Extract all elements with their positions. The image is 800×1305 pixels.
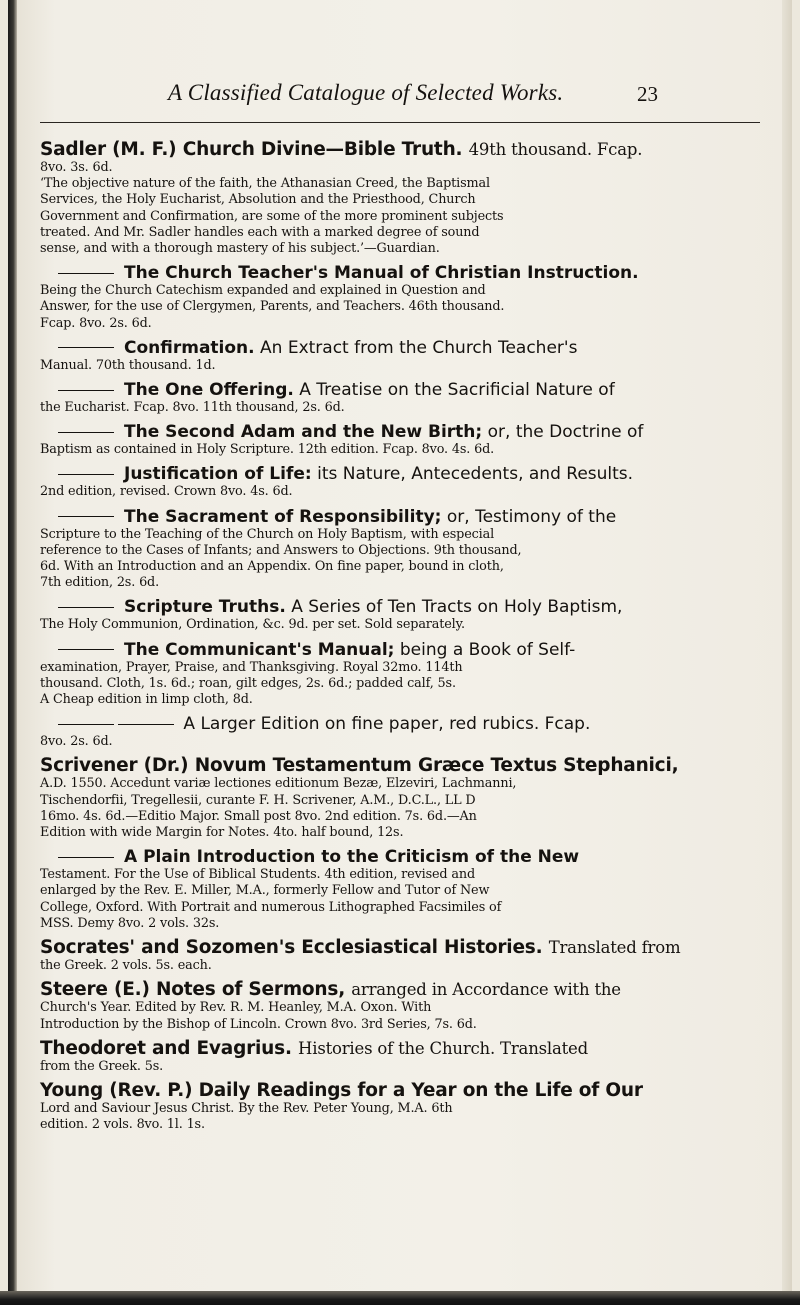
review-quote: Government and Confirmation, are some of the more prominent subjects	[40, 208, 504, 224]
entry-title: The Church Teacher's Manual of Christian Instruction.	[124, 263, 639, 284]
entry-title: The Sacrament of Responsibility;	[124, 506, 442, 527]
entry-detail: Baptism as contained in Holy Scripture. 12th edition. Fcap. 8vo. 4s. 6d.	[40, 442, 495, 458]
entry-detail: Testament. For the Use of Biblical Students. 4th edition, revised and	[40, 867, 476, 883]
ditto-dash	[58, 724, 114, 725]
entry-author: Young (Rev. P.)	[40, 1079, 193, 1101]
ditto-dash	[58, 390, 114, 391]
page-bottom-shadow	[0, 1291, 800, 1305]
review-quote: Services, the Holy Eucharist, Absolution and the Priesthood, Church	[40, 192, 476, 208]
page-number: 23	[637, 82, 658, 106]
entry-detail: reference to the Cases of Infants; and Answers to Objections. 9th thousand,	[40, 542, 522, 558]
entry-detail: examination, Prayer, Praise, and Thanksgiving. Royal 32mo. 114th	[40, 659, 463, 675]
running-head	[0, 80, 800, 110]
entry-title: Notes of Sermons,	[156, 979, 346, 1001]
entry-title: Novum Testamentum Græce Textus Stephanici,	[194, 755, 679, 777]
entry-detail: thousand. Cloth, 1s. 6d.; roan, gilt edges, 2s. 6d.; padded calf, 5s.	[40, 675, 456, 691]
entry-detail: being a Book of Self-	[399, 639, 576, 660]
entry-detail: 6d. With an Introduction and an Appendix. On fine paper, bound in cloth,	[40, 559, 504, 575]
catalogue-entry	[40, 980, 770, 1032]
entry-title: Theodoret and Evagrius.	[40, 1037, 292, 1059]
catalogue-entry	[40, 756, 770, 841]
entry-detail: from the Greek. 5s.	[40, 1058, 164, 1074]
entry-title: Confirmation.	[124, 337, 255, 358]
entry-detail: Edition with wide Margin for Notes. 4to. half bound, 12s.	[40, 825, 404, 841]
entry-title: A Plain Introduction to the Criticism of the New	[124, 847, 580, 868]
entry-detail: Church's Year. Edited by Rev. R. M. Heanley, M.A. Oxon. With	[40, 1000, 432, 1016]
running-head-title: A Classified Catalogue of Selected Works.	[168, 80, 564, 105]
entry-detail: Manual. 70th thousand. 1d.	[40, 357, 216, 373]
entry-author: Scrivener (Dr.)	[40, 755, 189, 777]
entry-detail: the Greek. 2 vols. 5s. each.	[40, 958, 212, 974]
entry-detail: 2nd edition, revised. Crown 8vo. 4s. 6d.	[40, 484, 293, 500]
catalogue-entry	[40, 140, 770, 257]
catalogue-entry	[40, 1081, 770, 1133]
ditto-dash	[58, 516, 114, 517]
entry-title: Socrates' and Sozomen's Ecclesiastical Histories.	[40, 937, 543, 959]
entry-detail: or, the Doctrine of	[487, 422, 644, 443]
entry-detail: The Holy Communion, Ordination, &c. 9d. per set. Sold separately.	[40, 617, 465, 633]
catalogue-entry	[40, 597, 770, 633]
entry-detail: An Extract from the Church Teacher's	[260, 337, 578, 358]
entry-detail: A Series of Ten Tracts on Holy Baptism,	[291, 597, 623, 618]
entry-detail: A.D. 1550. Accedunt variæ lectiones editionum Bezæ, Elzeviri, Lachmanni,	[40, 776, 517, 792]
ditto-dash	[58, 474, 114, 475]
entry-detail: Being the Church Catechism expanded and explained in Question and	[40, 283, 486, 299]
entry-detail: MSS. Demy 8vo. 2 vols. 32s.	[40, 915, 220, 931]
catalogue-entry	[40, 380, 770, 416]
review-quote: treated. And Mr. Sadler handles each with a marked degree of sound	[40, 224, 480, 240]
catalogue-entry	[40, 640, 770, 709]
review-quote: ‘The objective nature of the faith, the Athanasian Creed, the Baptismal	[40, 176, 490, 192]
catalogue-entry	[40, 1039, 770, 1075]
entry-detail: arranged in Accordance with the	[351, 980, 621, 1000]
catalogue-entry	[40, 714, 770, 750]
entry-detail: Histories of the Church. Translated	[298, 1038, 588, 1058]
entry-title: Justification of Life:	[124, 464, 312, 485]
entry-detail: enlarged by the Rev. E. Miller, M.A., formerly Fellow and Tutor of New	[40, 883, 490, 899]
entry-detail: 49th thousand. Fcap.	[468, 140, 643, 159]
entry-detail: Scripture to the Teaching of the Church on Holy Baptism, with especial	[40, 526, 495, 542]
entry-detail: its Nature, Antecedents, and Results.	[317, 464, 634, 485]
entry-detail: 8vo. 2s. 6d.	[40, 734, 113, 750]
entry-detail: 8vo. 3s. 6d.	[40, 160, 113, 175]
entry-title: The Second Adam and the New Birth;	[124, 422, 483, 443]
entry-detail: College, Oxford. With Portrait and numerous Lithographed Facsimiles of	[40, 899, 502, 915]
catalogue-body	[40, 140, 770, 1139]
entry-detail: Introduction by the Bishop of Lincoln. Crown 8vo. 3rd Series, 7s. 6d.	[40, 1016, 477, 1032]
catalogue-entry	[40, 263, 770, 332]
header-rule	[40, 122, 760, 123]
entry-detail: the Eucharist. Fcap. 8vo. 11th thousand, 2s. 6d.	[40, 400, 345, 416]
catalogue-entry	[40, 847, 770, 932]
ditto-dash	[118, 724, 174, 725]
entry-detail: 16mo. 4s. 6d.—Editio Major. Small post 8vo. 2nd edition. 7s. 6d.—An	[40, 808, 477, 824]
ditto-dash	[58, 273, 114, 274]
entry-author: Steere (E.)	[40, 979, 150, 1001]
entry-detail: Answer, for the use of Clergymen, Parents, and Teachers. 46th thousand.	[40, 299, 505, 315]
catalogue-entry	[40, 338, 770, 374]
catalogue-entry	[40, 507, 770, 592]
entry-title: A Larger Edition on fine paper, red rubics. Fcap.	[183, 714, 591, 735]
entry-title: Daily Readings for a Year on the Life of Our	[198, 1079, 643, 1101]
book-spine-shadow	[8, 0, 17, 1305]
catalogue-entry	[40, 464, 770, 500]
entry-title: The Communicant's Manual;	[124, 639, 395, 660]
entry-detail: Translated from	[548, 938, 681, 958]
entry-title: Scripture Truths.	[124, 597, 286, 618]
entry-detail: Lord and Saviour Jesus Christ. By the Rev. Peter Young, M.A. 6th	[40, 1100, 453, 1116]
entry-detail: A Treatise on the Sacrificial Nature of	[299, 380, 615, 401]
ditto-dash	[58, 347, 114, 348]
page-edge	[782, 0, 792, 1305]
entry-detail: edition. 2 vols. 8vo. 1l. 1s.	[40, 1117, 205, 1133]
ditto-dash	[58, 432, 114, 433]
entry-detail: or, Testimony of the	[446, 506, 617, 527]
entry-title: The One Offering.	[124, 380, 294, 401]
entry-author: Sadler (M. F.)	[40, 139, 177, 160]
ditto-dash	[58, 857, 114, 858]
ditto-dash	[58, 607, 114, 608]
review-quote: sense, and with a thorough mastery of his subject.’—Guardian.	[40, 241, 440, 257]
entry-detail: A Cheap edition in limp cloth, 8d.	[40, 692, 253, 708]
entry-detail: 7th edition, 2s. 6d.	[40, 575, 160, 591]
catalogue-entry	[40, 938, 770, 974]
entry-detail: Tischendorfii, Tregellesii, curante F. H. Scrivener, A.M., D.C.L., LL D	[40, 792, 476, 808]
entry-title: Church Divine—Bible Truth.	[182, 139, 463, 160]
catalogue-entry	[40, 422, 770, 458]
ditto-dash	[58, 649, 114, 650]
entry-detail: Fcap. 8vo. 2s. 6d.	[40, 315, 152, 331]
